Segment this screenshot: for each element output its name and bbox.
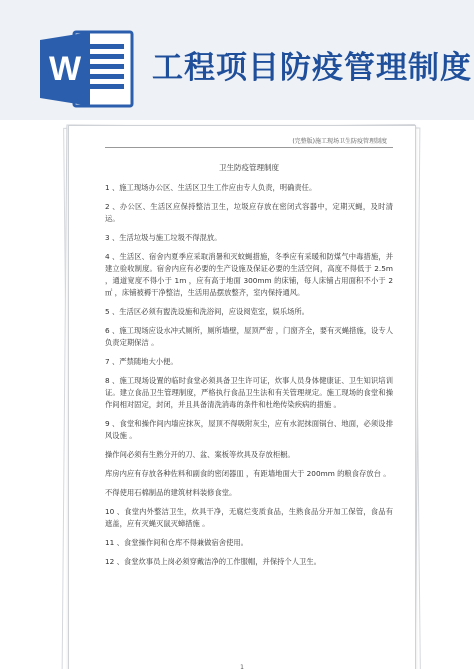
paragraph: 库房内应有存放各种佐料和副食的密闭器皿 ，有距墙地面大于 200mm 的粮食存放台 。 <box>105 469 391 478</box>
paragraph: 操作间必须有生熟分开的刀、盆、案板等炊具及存放柜橱。 <box>105 450 295 459</box>
paragraph: 10 、食堂内外整洁卫生，炊具干净，无腐烂变质食品，生熟食品分开加工保管，食品有遮盖，应有灭蝇灭鼠灭蟑措施 。 <box>105 507 393 528</box>
header <box>0 0 474 110</box>
paragraph: 11 、食堂操作间和仓库不得兼做宿舍使用。 <box>105 538 248 547</box>
paragraph: 不得使用石棉制品的建筑材料装修食堂。 <box>105 488 237 497</box>
paragraph: 1 、施工现场办公区、生活区卫生工作应由专人负责，明确责任。 <box>105 183 317 192</box>
logo-letter: W <box>48 50 82 88</box>
page-number: 1 <box>240 664 244 669</box>
paragraph: 12 、食堂炊事员上岗必须穿戴洁净的工作服帽，并保持个人卫生。 <box>105 557 321 566</box>
page-title: 工程项目防疫管理制度 <box>152 50 472 86</box>
paragraph: 2 、办公区、生活区应保持整洁卫生，垃圾应存放在密闭式容器中，定期灭蝇，及时清运。 <box>105 202 393 223</box>
document-title: 卫生防疫管理制度 <box>219 163 279 172</box>
paragraph: 3 、生活垃圾与施工垃圾不得混放。 <box>105 233 222 242</box>
paragraph: 6 、施工现场应设水冲式厕所，厕所墙壁，屋顶严密 ，门窗齐全，要有灭蝇措施，设专人负责定期保洁 。 <box>105 326 393 347</box>
paragraph: 5 、生活区必须有盥洗设施和洗浴间，应设阅览室，娱乐场所。 <box>105 307 309 316</box>
paragraph: 9 、食堂和操作间内墙应抹灰，屋顶不得吸附灰尘，应有水泥抹面锅台、地面，必须设排风设施 。 <box>105 419 393 440</box>
paragraph: 8 、施工现场设置的临时食堂必须具备卫生许可证，炊事人员身体健康证、卫生知识培训证。建立食品卫生管理制度，严格执行食品卫生法和有关管理规定。施工现场的食堂和操作间相对固定，封闭，并且具备清洗消毒的条件和杜绝传染疾病的措施 。 <box>105 376 393 409</box>
paragraph: 7 、严禁随地大小便。 <box>105 357 178 366</box>
running-header: (完整版)施工现场卫生防疫管理制度 <box>105 136 393 148</box>
paragraph: 4 、生活区、宿舍内夏季应采取消暑和灭蚊蝇措施，冬季应有采暖和防煤气中毒措施，并建立验收制度。宿舍内应有必要的生产设施及保证必要的生活空间，高度不得低于 2.5m ，通道宽度不得小于 1m ，应有高于地面 300mm 的床铺，每人床铺占用面积不小于 2 ㎡ ，床铺被褥干净整洁，生活用品摆放整齐，室内保持通风。 <box>105 252 393 297</box>
document-page <box>68 125 416 669</box>
word-document-icon <box>38 28 138 110</box>
